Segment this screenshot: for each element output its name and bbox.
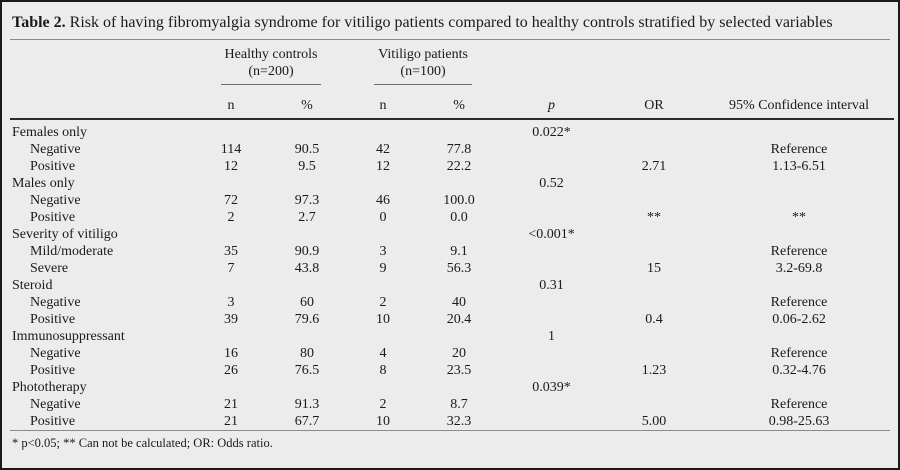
table-row: [10, 328, 894, 345]
cell-p-value: [499, 294, 604, 311]
cell-or: [604, 226, 704, 243]
empty-header-cell: [10, 40, 195, 88]
cell-vp-pct: [419, 175, 499, 192]
cell-ci: 0.32-4.76: [772, 363, 826, 378]
cell-p-value: [499, 396, 604, 413]
cell-vp-n: 46: [376, 193, 391, 208]
row-label: Immunosuppressant: [12, 329, 125, 344]
data-table: [10, 40, 894, 430]
empty-header-cell: [704, 40, 894, 88]
table-row: [10, 119, 894, 141]
cell-or: [604, 192, 704, 209]
cell-ci: [704, 119, 894, 141]
cell-hc-pct: 2.7: [298, 210, 316, 225]
table-caption: [2, 2, 898, 39]
vp-n-header: n: [347, 88, 419, 119]
cell-vp-pct: [419, 226, 499, 243]
cell-vp-pct: 56.3: [446, 261, 472, 276]
cell-ci: **: [792, 210, 807, 225]
cell-or: [604, 396, 704, 413]
cell-hc-n: 16: [224, 346, 238, 361]
row-label: Negative: [30, 397, 81, 412]
row-label: Positive: [30, 414, 76, 429]
cell-ci: [704, 328, 894, 345]
row-label: Steroid: [12, 278, 53, 293]
cell-hc-n: 35: [224, 244, 238, 259]
cell-p-value: [499, 192, 604, 209]
healthy-controls-label: Healthy controls (n=200): [221, 46, 322, 85]
cell-hc-pct: [267, 175, 347, 192]
cell-hc-n: 114: [220, 142, 242, 157]
cell-vp-n: 0: [379, 210, 387, 225]
cell-ci: Reference: [770, 244, 828, 259]
cell-ci: Reference: [770, 295, 828, 310]
cell-p-value: 0.52: [539, 176, 564, 191]
cell-p-value: 1: [548, 329, 556, 344]
group-header-row: [10, 40, 894, 88]
table-row: [10, 396, 894, 413]
cell-vp-pct: 100.0: [443, 193, 475, 208]
healthy-controls-group-header: [195, 40, 347, 88]
table-row: [10, 243, 894, 260]
cell-vp-n: [347, 328, 419, 345]
cell-vp-n: [347, 277, 419, 294]
cell-vp-n: [347, 379, 419, 396]
empty-header-cell: [604, 40, 704, 88]
cell-vp-pct: 0.0: [450, 210, 468, 225]
cell-ci: Reference: [770, 346, 828, 361]
cell-hc-n: 21: [224, 414, 238, 429]
cell-ci: [704, 175, 894, 192]
variable-column-header: [10, 88, 195, 119]
cell-vp-n: 2: [379, 397, 387, 412]
table-footnote: * p<0.05; ** Can not be calculated; OR: Odds ratio.: [12, 436, 273, 450]
table-row: [10, 260, 894, 277]
cell-hc-pct: 60: [300, 295, 314, 310]
cell-vp-n: [347, 226, 419, 243]
cell-hc-pct: [267, 226, 347, 243]
row-label: Positive: [30, 363, 76, 378]
cell-or: [604, 345, 704, 362]
cell-p-value: 0.039*: [532, 380, 571, 395]
cell-vp-n: 10: [376, 414, 391, 429]
cell-ci: [704, 379, 894, 396]
cell-vp-n: 2: [379, 295, 387, 310]
cell-vp-n: 8: [379, 363, 387, 378]
cell-hc-n: 2: [227, 210, 235, 225]
cell-or: [604, 243, 704, 260]
cell-hc-pct: 67.7: [294, 414, 320, 429]
cell-hc-pct: 43.8: [294, 261, 320, 276]
cell-vp-pct: 22.2: [446, 159, 472, 174]
table-row: [10, 294, 894, 311]
cell-or: 1.23: [641, 363, 667, 378]
cell-vp-n: 4: [379, 346, 387, 361]
cell-hc-pct: [267, 119, 347, 141]
cell-or: [604, 277, 704, 294]
cell-hc-pct: 91.3: [294, 397, 320, 412]
confidence-interval-header: 95% Confidence interval: [704, 88, 894, 119]
cell-hc-pct: 9.5: [298, 159, 316, 174]
row-label: Males only: [12, 176, 75, 191]
table-row: [10, 209, 894, 226]
table-body: [10, 119, 894, 430]
cell-hc-pct: 79.6: [294, 312, 320, 327]
row-label: Severity of vitiligo: [12, 227, 118, 242]
vp-pct-header: %: [419, 88, 499, 119]
cell-hc-n: [195, 119, 267, 141]
sub-header-row: [10, 88, 894, 119]
row-label: Positive: [30, 210, 76, 225]
hc-n-header: n: [195, 88, 267, 119]
cell-p-value: [499, 158, 604, 175]
table-row: [10, 158, 894, 175]
row-label: Negative: [30, 295, 81, 310]
cell-vp-pct: [419, 277, 499, 294]
row-label: Mild/moderate: [30, 244, 114, 259]
cell-or: [604, 175, 704, 192]
cell-vp-n: [347, 175, 419, 192]
cell-hc-pct: [267, 277, 347, 294]
cell-hc-pct: 76.5: [294, 363, 320, 378]
cell-vp-pct: 40: [452, 295, 467, 310]
cell-or: [604, 119, 704, 141]
cell-vp-pct: 20: [452, 346, 467, 361]
cell-vp-pct: 9.1: [450, 244, 468, 259]
table-row: [10, 175, 894, 192]
cell-hc-n: 72: [224, 193, 238, 208]
cell-hc-pct: 80: [300, 346, 314, 361]
table-row: [10, 141, 894, 158]
cell-or: [604, 328, 704, 345]
cell-or: **: [647, 210, 662, 225]
cell-hc-n: [195, 379, 267, 396]
cell-p-value: [499, 311, 604, 328]
cell-hc-n: 39: [224, 312, 238, 327]
cell-vp-pct: 77.8: [446, 142, 472, 157]
cell-vp-pct: 23.5: [446, 363, 472, 378]
vitiligo-patients-label: Vitiligo patients (n=100): [374, 46, 472, 85]
cell-vp-pct: 8.7: [450, 397, 468, 412]
or-header: OR: [604, 88, 704, 119]
cell-or: 5.00: [641, 414, 667, 429]
cell-or: [604, 379, 704, 396]
cell-ci: Reference: [770, 142, 828, 157]
row-label: Females only: [12, 125, 88, 140]
p-value-header: p: [499, 88, 604, 119]
cell-ci: 0.98-25.63: [768, 414, 830, 429]
cell-ci: [704, 192, 894, 209]
table-row: [10, 362, 894, 379]
cell-hc-pct: [267, 379, 347, 396]
cell-or: 2.71: [641, 159, 667, 174]
cell-hc-pct: 90.9: [294, 244, 320, 259]
cell-hc-n: 26: [224, 363, 238, 378]
cell-p-value: [499, 209, 604, 226]
empty-header-cell: [499, 40, 604, 88]
cell-vp-n: 12: [376, 159, 391, 174]
cell-ci: [704, 277, 894, 294]
cell-vp-pct: [419, 119, 499, 141]
row-label: Phototherapy: [12, 380, 87, 395]
cell-ci: [704, 226, 894, 243]
cell-vp-n: [347, 119, 419, 141]
table-row: [10, 345, 894, 362]
cell-hc-n: 21: [224, 397, 238, 412]
cell-p-value: 0.022*: [532, 125, 571, 140]
cell-hc-pct: 90.5: [294, 142, 320, 157]
cell-vp-pct: 32.3: [446, 414, 472, 429]
table-number: Table 2.: [12, 14, 66, 31]
hc-pct-header: %: [267, 88, 347, 119]
table-row: [10, 277, 894, 294]
row-label: Negative: [30, 346, 81, 361]
table-row: [10, 413, 894, 430]
cell-p-value: [499, 141, 604, 158]
cell-hc-n: 12: [224, 159, 238, 174]
table-row: [10, 226, 894, 243]
cell-or: [604, 294, 704, 311]
cell-hc-n: [195, 175, 267, 192]
cell-vp-n: 42: [376, 142, 391, 157]
cell-hc-n: [195, 226, 267, 243]
cell-p-value: [499, 345, 604, 362]
cell-vp-pct: [419, 379, 499, 396]
cell-vp-n: 10: [376, 312, 391, 327]
row-label: Negative: [30, 142, 81, 157]
cell-ci: 3.2-69.8: [775, 261, 823, 276]
cell-p-value: [499, 243, 604, 260]
table-title-text: Risk of having fibromyalgia syndrome for vitiligo patients compared to healthy controls stratified by selected variables: [65, 14, 833, 31]
cell-p-value: [499, 413, 604, 430]
cell-hc-n: [195, 328, 267, 345]
cell-or: 0.4: [645, 312, 663, 327]
cell-hc-n: [195, 277, 267, 294]
cell-vp-n: 3: [379, 244, 387, 259]
row-label: Positive: [30, 159, 76, 174]
cell-or: [604, 141, 704, 158]
table-row: [10, 311, 894, 328]
cell-hc-n: 7: [227, 261, 235, 276]
cell-p-value: [499, 362, 604, 379]
cell-ci: 1.13-6.51: [772, 159, 826, 174]
table-row: [10, 379, 894, 396]
cell-ci: Reference: [770, 397, 828, 412]
cell-p-value: <0.001*: [528, 227, 575, 242]
cell-p-value: 0.31: [539, 278, 564, 293]
cell-vp-n: 9: [379, 261, 387, 276]
row-label: Positive: [30, 312, 76, 327]
cell-hc-pct: [267, 328, 347, 345]
cell-p-value: [499, 260, 604, 277]
cell-vp-pct: 20.4: [446, 312, 472, 327]
row-label: Negative: [30, 193, 81, 208]
vitiligo-patients-group-header: [347, 40, 499, 88]
cell-vp-pct: [419, 328, 499, 345]
cell-hc-n: 3: [227, 295, 235, 310]
row-label: Severe: [30, 261, 69, 276]
cell-or: 15: [647, 261, 662, 276]
cell-ci: 0.06-2.62: [772, 312, 826, 327]
table-row: [10, 192, 894, 209]
cell-hc-pct: 97.3: [294, 193, 320, 208]
